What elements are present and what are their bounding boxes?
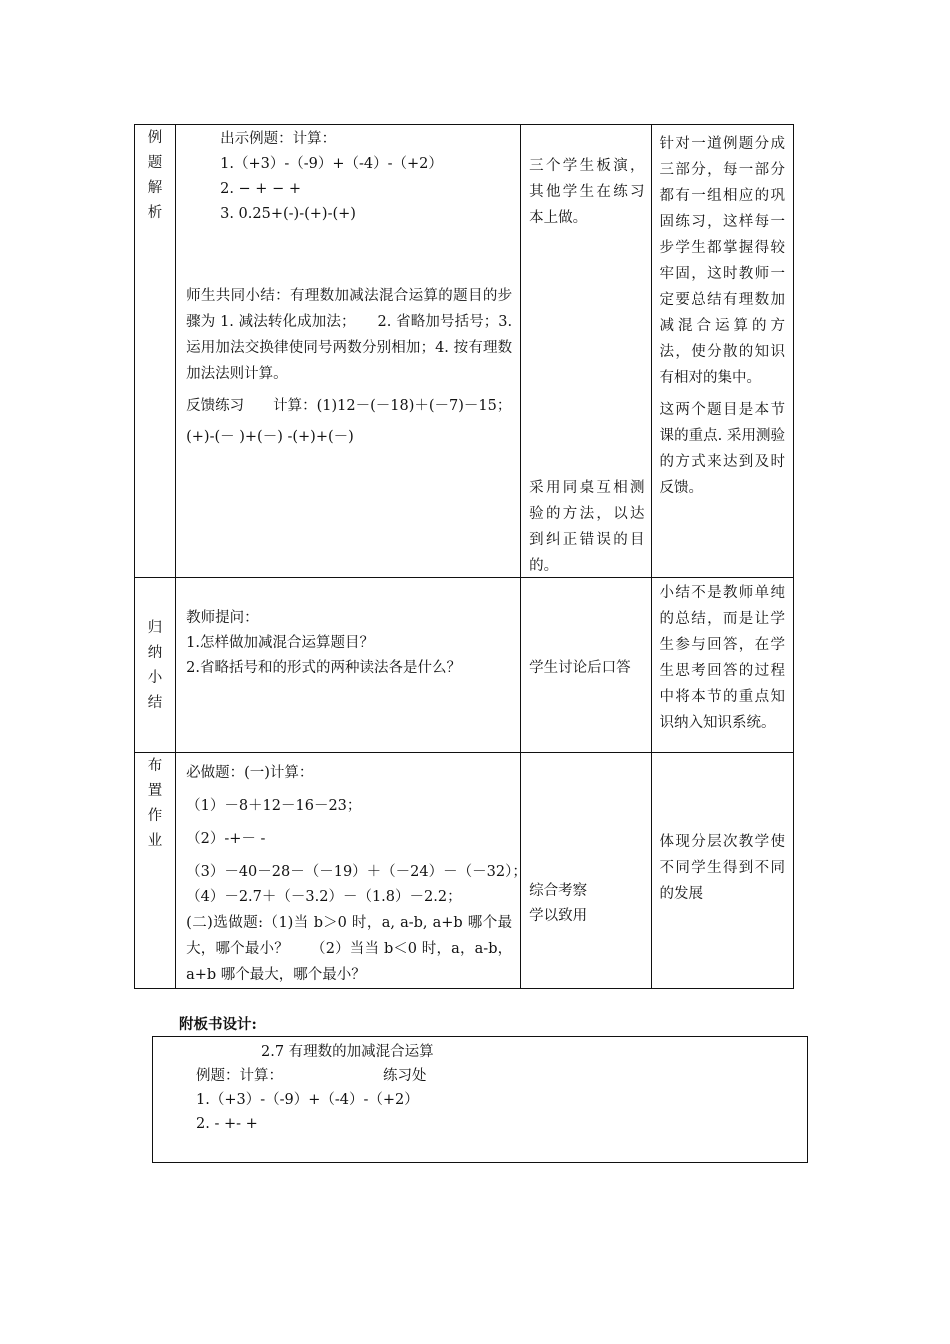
- row-label-char: 例: [147, 130, 163, 146]
- design-note-cell: [651, 578, 793, 753]
- board-example-line: 1.（+3）-（-9）+（-4）-（+2）: [196, 1092, 419, 1108]
- board-design-box: [152, 1036, 808, 1163]
- row-label-char: 小: [147, 670, 163, 686]
- student-activity-top: 三个学生板演，其他学生在练习本上做。: [529, 158, 645, 226]
- row-label-char: 析: [147, 205, 163, 221]
- design-note: 小结不是教师单纯的总结，而是让学生参与回答，在学生思考回答的过程中将本节的重点知识纳入知识系统。: [659, 585, 785, 731]
- homework-item: （1）－8＋12－16－23；: [186, 798, 362, 814]
- student-activity-bottom: 采用同桌互相测验的方法，以达到纠正错误的目的。: [529, 480, 645, 574]
- row-label-char: 归: [147, 620, 163, 636]
- homework-required-intro: 必做题：(一)计算：: [186, 765, 314, 781]
- row-example-analysis: [135, 125, 794, 578]
- content-cell: [176, 578, 521, 753]
- row-summary: [135, 578, 794, 753]
- student-activity: 综合考察: [529, 883, 588, 899]
- design-note-cell: [651, 753, 793, 989]
- feedback-exercise: 反馈练习 计算：(1)12－(－18)＋(－7)－15；: [186, 398, 512, 414]
- design-note-cell: [651, 125, 793, 578]
- homework-optional: (二)选做题:（1)当 b＞0 时，a, a-b, a+b 哪个最大，哪个最小？ （2）当当 b＜0 时，a，a-b，a+b 哪个最大，哪个最小？: [186, 915, 513, 983]
- row-label-char: 作: [147, 808, 163, 824]
- student-activity: 学生讨论后口答: [529, 660, 631, 676]
- row-label-char: 纳: [147, 645, 163, 661]
- student-activity-cell: [521, 753, 651, 989]
- design-note-top: 针对一道例题分成三部分，每一部分都有一组相应的巩固练习，这样每一步学生都掌握得较牢固，这时教师一定要总结有理数加减混合运算的方法，使分散的知识有相对的集中。: [659, 136, 785, 386]
- homework-item: （4）－2.7＋（－3.2）－（1.8）－2.2；: [186, 889, 462, 905]
- board-example-line: 2. - +- +: [196, 1116, 258, 1132]
- student-activity-cell: [521, 578, 651, 753]
- teacher-summary: 师生共同小结：有理数加减法混合运算的题目的步骤为 1. 减法转化成加法； 2. 省略加号括号；3. 运用加法交换律使同号两数分别相加；4. 按有理数加法法则计算。: [186, 288, 513, 382]
- row-label-char: 题: [147, 155, 163, 171]
- homework-item: （2）-+－ -: [186, 831, 266, 847]
- row-label-char: 布: [147, 758, 163, 774]
- board-example-label: 例题：计算：: [196, 1068, 283, 1084]
- row-label-cell: [135, 578, 176, 753]
- row-label-cell: [135, 125, 176, 578]
- example-item: 3. 0.25+(-)-(+)-(+): [220, 206, 356, 222]
- example-item: 1.（+3）-（-9）+（-4）-（+2）: [220, 156, 443, 172]
- row-homework: [135, 753, 794, 989]
- example-item: 2. − + − +: [220, 181, 301, 197]
- teacher-question: 1.怎样做加减混合运算题目？: [186, 635, 374, 651]
- feedback-expression: (+)-(－ )+(－) -(+)+(－): [186, 429, 354, 445]
- student-activity-cell: [521, 125, 651, 578]
- homework-item: （3）－40－28－（－19）＋（－24）－（－32）；: [186, 864, 527, 880]
- board-practice-label: 练习处: [383, 1068, 427, 1084]
- board-design-heading: 附板书设计:: [179, 1016, 257, 1033]
- row-label-char: 结: [147, 695, 163, 711]
- row-label-char: 置: [147, 783, 163, 799]
- content-cell: [176, 125, 521, 578]
- teacher-question-intro: 教师提问：: [186, 610, 259, 626]
- row-label-char: 解: [147, 180, 163, 196]
- example-intro: 出示例题：计算：: [220, 131, 337, 147]
- board-title: 2.7 有理数的加减混合运算: [261, 1044, 434, 1060]
- content-cell: [176, 753, 527, 989]
- lesson-plan-table: [134, 124, 794, 989]
- teacher-question: 2.省略括号和的形式的两种读法各是什么？: [186, 660, 461, 676]
- design-note: 体现分层次教学使不同学生得到不同的发展: [659, 834, 785, 902]
- row-label-char: 业: [147, 833, 163, 849]
- row-label-cell: [135, 753, 176, 989]
- design-note-bottom: 这两个题目是本节课的重点. 采用测验的方式来达到及时反馈。: [659, 402, 785, 496]
- student-activity: 学以致用: [529, 908, 588, 924]
